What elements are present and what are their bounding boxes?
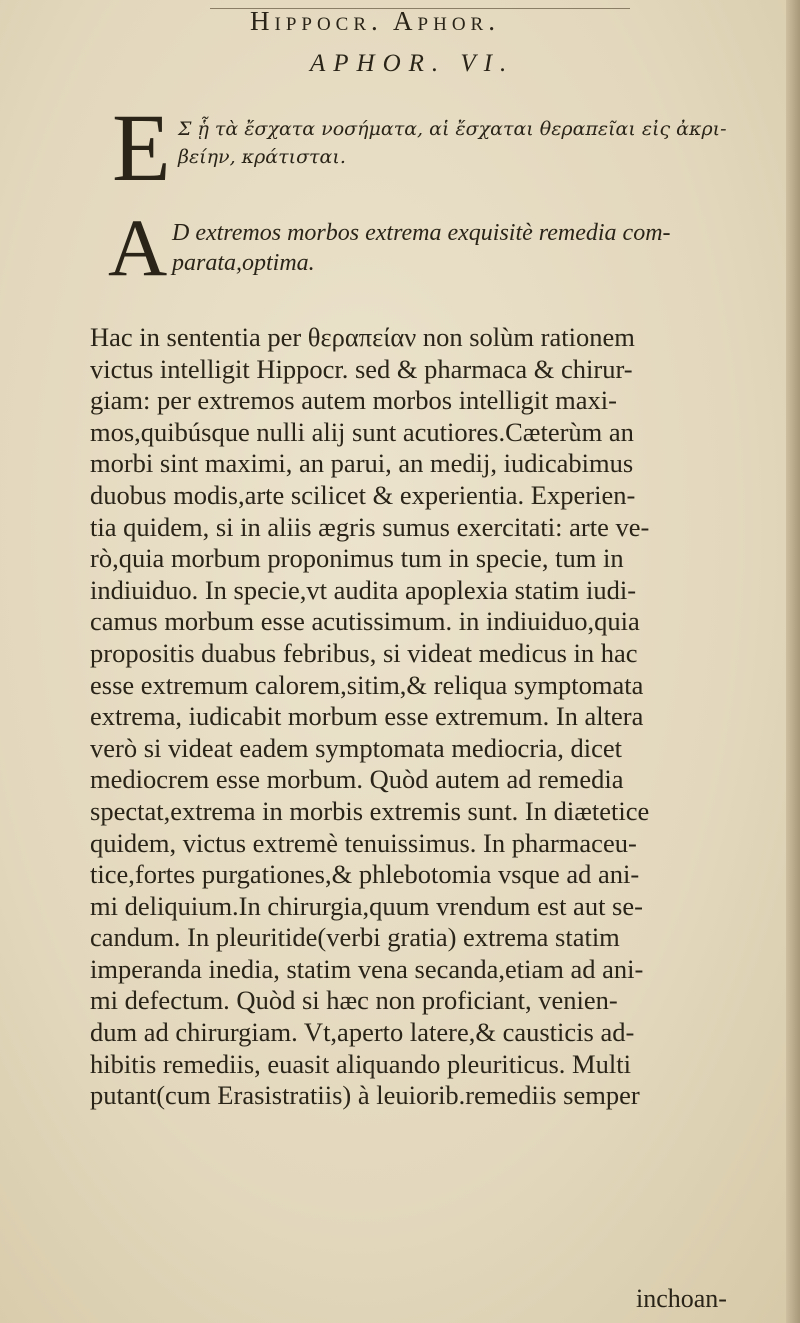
commentary-line: hibitis remediis, euasit aliquando pleuriticus. Multi xyxy=(90,1048,631,1079)
latin-line: parata,optima. xyxy=(172,250,315,276)
commentary-line: giam: per extremos autem morbos intelligit maxi- xyxy=(90,385,617,416)
running-head: Hippocr. Aphor. xyxy=(250,6,500,36)
commentary-line: indiuiduo. In specie,vt audita apoplexia statim iudi- xyxy=(90,574,637,605)
commentary-line: esse extremum calorem,sitim,& reliqua symptomata xyxy=(90,669,644,700)
commentary-line: quidem, victus extremè tenuissimus. In pharmaceu- xyxy=(90,827,637,858)
commentary-line: camus morbum esse acutissimum. in indiuiduo,quia xyxy=(90,606,640,637)
commentary-line: propositis duabus febribus, si videat medicus in hac xyxy=(90,637,638,668)
commentary-line: rò,quia morbum proponimus tum in specie, tum in xyxy=(90,543,624,574)
commentary-line: morbi sint maximi, an parui, an medij, iudicabimus xyxy=(90,448,634,479)
commentary-line: mos,quibúsque nulli alij sunt acutiores.Cæterùm an xyxy=(90,416,634,447)
commentary-line: duobus modis,arte scilicet & experientia. Experien- xyxy=(90,479,636,510)
commentary-line: tice,fortes purgationes,& phlebotomia vsque ad ani- xyxy=(90,859,640,890)
commentary-line: extrema, iudicabit morbum esse extremum. In altera xyxy=(90,701,644,732)
commentary-line: mediocrem esse morbum. Quòd autem ad remedia xyxy=(90,764,624,795)
latin-initial: A xyxy=(108,202,168,293)
commentary-line: tia quidem, si in aliis ægris sumus exercitati: arte ve- xyxy=(90,511,650,542)
greek-line: βείην, κράτισται. xyxy=(178,146,346,168)
latin-line: D extremos morbos extrema exquisitè remedia com- xyxy=(172,220,671,246)
commentary-line: mi defectum. Quòd si hæc non proficiant, venien- xyxy=(90,985,618,1016)
page-edge xyxy=(786,0,800,1323)
catchword: inchoan- xyxy=(636,1284,727,1313)
commentary-line: dum ad chirurgiam. Vt,aperto latere,& causticis ad- xyxy=(90,1017,635,1048)
commentary-line: victus intelligit Hippocr. sed & pharmaca & chirur- xyxy=(90,353,633,384)
commentary-line: putant(cum Erasistratiis) à leuiorib.remediis semper xyxy=(90,1080,640,1111)
commentary-line: imperanda inedia, statim vena secanda,etiam ad ani- xyxy=(90,953,644,984)
aphorism-label: APHOR. VI. xyxy=(310,50,515,77)
commentary-line: spectat,extrema in morbis extremis sunt. In diætetice xyxy=(90,795,650,826)
commentary-line: mi deliquium.In chirurgia,quum vrendum est aut se- xyxy=(90,890,643,921)
commentary xyxy=(90,322,765,1112)
greek-line: Σ ᾗ τὰ ἔσχατα νοσήματα, αἱ ἔσχαται θεραπεῖαι εἰς ἀκρι- xyxy=(178,118,727,140)
commentary-line: Hac in sententia per θεραπείαν non solùm rationem xyxy=(90,322,635,352)
commentary-line: verò si videat eadem symptomata mediocria, dicet xyxy=(90,732,623,763)
commentary-line: candum. In pleuritide(verbi gratia) extrema statim xyxy=(90,922,620,953)
greek-initial: E xyxy=(112,94,171,201)
